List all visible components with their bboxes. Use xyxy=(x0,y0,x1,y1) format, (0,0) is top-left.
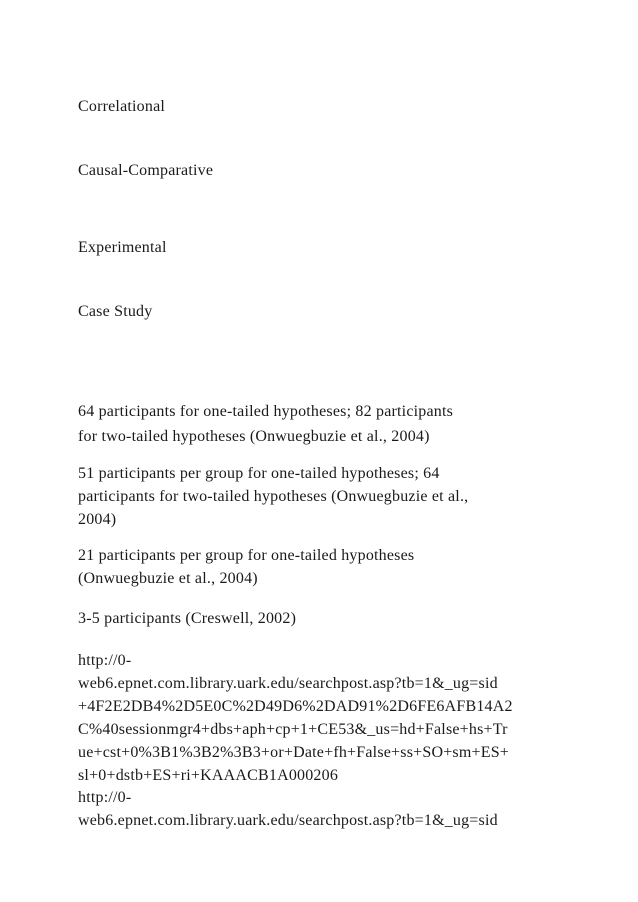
sample-size-correlational-line-1: 64 participants for one-tailed hypotheses; 82 participants xyxy=(78,403,454,420)
design-case-study: Case Study xyxy=(78,303,153,320)
sample-size-causal-comparative-line-1: 51 participants per group for one-tailed hypotheses; 64 xyxy=(78,465,440,482)
sample-size-experimental-line-1: 21 participants per group for one-tailed hypotheses xyxy=(78,547,415,564)
sample-size-causal-comparative-line-2: participants for two-tailed hypotheses (Onwuegbuzie et al., xyxy=(78,488,469,505)
url-line-4: C%40sessionmgr4+dbs+aph+cp+1+CE53&_us=hd+False+hs+Tr xyxy=(78,721,508,738)
sample-size-causal-comparative-line-3: 2004) xyxy=(78,511,117,528)
design-experimental: Experimental xyxy=(78,239,167,256)
design-causal-comparative: Causal-Comparative xyxy=(78,162,214,179)
url-line-3: +4F2E2DB4%2D5E0C%2D49D6%2DAD91%2D6FE6AFB14A2 xyxy=(78,698,513,715)
sample-size-correlational-line-2: for two-tailed hypotheses (Onwuegbuzie et al., 2004) xyxy=(78,428,430,445)
design-correlational: Correlational xyxy=(78,98,166,115)
url-line-7: http://0- xyxy=(78,789,132,806)
url-line-8: web6.epnet.com.library.uark.edu/searchpost.asp?tb=1&_ug=sid xyxy=(78,812,498,829)
url-line-2: web6.epnet.com.library.uark.edu/searchpost.asp?tb=1&_ug=sid xyxy=(78,675,498,692)
url-line-1: http://0- xyxy=(78,652,132,669)
url-line-6: sl+0+dstb+ES+ri+KAAACB1A000206 xyxy=(78,767,339,784)
url-line-5: ue+cst+0%3B1%3B2%3B3+or+Date+fh+False+ss+SO+sm+ES+ xyxy=(78,744,510,761)
sample-size-experimental-line-2: (Onwuegbuzie et al., 2004) xyxy=(78,570,258,587)
sample-size-case-study: 3-5 participants (Creswell, 2002) xyxy=(78,610,297,627)
